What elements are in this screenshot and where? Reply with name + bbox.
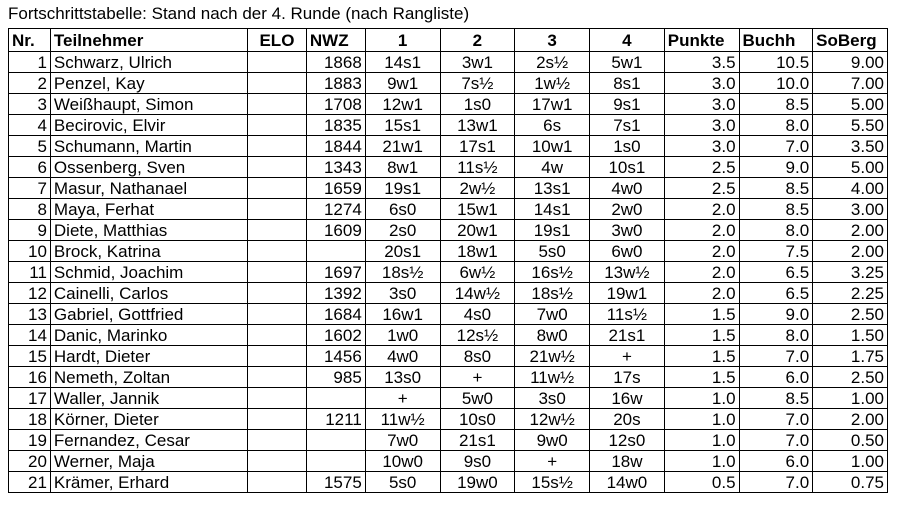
cell-teilnehmer: Nemeth, Zoltan: [50, 367, 247, 388]
cell-round-2: 2w½: [440, 178, 515, 199]
cell-soberg: 2.00: [813, 220, 888, 241]
cell-buchh: 8.0: [739, 220, 813, 241]
cell-elo: [248, 136, 307, 157]
cell-nwz: 1392: [306, 283, 365, 304]
cell-round-2: 8s0: [440, 346, 515, 367]
cell-teilnehmer: Danic, Marinko: [50, 325, 247, 346]
cell-round-1: 10w0: [365, 451, 440, 472]
table-row: [9, 346, 888, 367]
cell-round-2: 19w0: [440, 472, 515, 493]
cell-round-1: 4w0: [365, 346, 440, 367]
table-row: [9, 178, 888, 199]
cell-punkte: 3.0: [664, 73, 739, 94]
header-teilnehmer: Teilnehmer: [50, 29, 247, 52]
cell-nwz: 1868: [306, 52, 365, 73]
cell-round-4: 7s1: [590, 115, 665, 136]
cell-round-3: 16s½: [515, 262, 590, 283]
cell-round-1: 19s1: [365, 178, 440, 199]
cell-nwz: 1274: [306, 199, 365, 220]
cell-soberg: 7.00: [813, 73, 888, 94]
cell-punkte: 3.0: [664, 94, 739, 115]
cell-round-4: 16w: [590, 388, 665, 409]
table-row: [9, 388, 888, 409]
cell-round-3: 7w0: [515, 304, 590, 325]
cell-buchh: 7.0: [739, 136, 813, 157]
header-round-1: 1: [365, 29, 440, 52]
cell-round-4: 5w1: [590, 52, 665, 73]
cell-round-2: 7s½: [440, 73, 515, 94]
cell-round-3: 5s0: [515, 241, 590, 262]
cell-buchh: 8.5: [739, 94, 813, 115]
cell-teilnehmer: Fernandez, Cesar: [50, 430, 247, 451]
cell-teilnehmer: Weißhaupt, Simon: [50, 94, 247, 115]
cell-punkte: 3.0: [664, 115, 739, 136]
header-punkte: Punkte: [664, 29, 739, 52]
cell-elo: [248, 388, 307, 409]
cell-round-4: 19w1: [590, 283, 665, 304]
table-row: [9, 367, 888, 388]
table-row: [9, 283, 888, 304]
cell-buchh: 8.0: [739, 325, 813, 346]
cell-round-4: 4w0: [590, 178, 665, 199]
cell-round-2: 5w0: [440, 388, 515, 409]
cell-round-1: 20s1: [365, 241, 440, 262]
cell-round-3: 9w0: [515, 430, 590, 451]
cell-elo: [248, 451, 307, 472]
cell-buchh: 7.0: [739, 409, 813, 430]
cell-round-1: 12w1: [365, 94, 440, 115]
cell-nr: 10: [9, 241, 51, 262]
header-round-2: 2: [440, 29, 515, 52]
cell-punkte: 2.5: [664, 178, 739, 199]
table-row: [9, 220, 888, 241]
cell-round-3: 13s1: [515, 178, 590, 199]
cell-round-4: 14w0: [590, 472, 665, 493]
cell-round-4: 8s1: [590, 73, 665, 94]
cell-soberg: 2.00: [813, 409, 888, 430]
cell-buchh: 7.5: [739, 241, 813, 262]
table-row: [9, 199, 888, 220]
cell-elo: [248, 367, 307, 388]
cell-nwz: [306, 430, 365, 451]
cell-elo: [248, 430, 307, 451]
cell-round-2: 11s½: [440, 157, 515, 178]
cell-round-3: 2s½: [515, 52, 590, 73]
cell-soberg: 2.50: [813, 304, 888, 325]
cell-round-1: 7w0: [365, 430, 440, 451]
cell-round-2: 13w1: [440, 115, 515, 136]
table-body: [9, 52, 888, 493]
cell-buchh: 9.0: [739, 157, 813, 178]
cell-teilnehmer: Krämer, Erhard: [50, 472, 247, 493]
cell-punkte: 2.0: [664, 241, 739, 262]
cell-nwz: 1602: [306, 325, 365, 346]
table-row: [9, 451, 888, 472]
cell-round-3: 8w0: [515, 325, 590, 346]
cell-buchh: 6.0: [739, 451, 813, 472]
cell-nr: 17: [9, 388, 51, 409]
cell-soberg: 1.50: [813, 325, 888, 346]
cell-punkte: 1.0: [664, 451, 739, 472]
cell-teilnehmer: Diete, Matthias: [50, 220, 247, 241]
table-row: [9, 430, 888, 451]
cell-round-1: 2s0: [365, 220, 440, 241]
cell-nwz: 1697: [306, 262, 365, 283]
cell-punkte: 1.5: [664, 367, 739, 388]
cell-nwz: 1456: [306, 346, 365, 367]
cell-elo: [248, 304, 307, 325]
cell-nr: 13: [9, 304, 51, 325]
standings-table: [8, 28, 888, 493]
cell-buchh: 6.5: [739, 283, 813, 304]
cell-nwz: [306, 241, 365, 262]
cell-round-3: 4w: [515, 157, 590, 178]
cell-round-3: +: [515, 451, 590, 472]
cell-round-1: 5s0: [365, 472, 440, 493]
cell-elo: [248, 73, 307, 94]
cell-nr: 3: [9, 94, 51, 115]
table-row: [9, 241, 888, 262]
header-row: [9, 29, 888, 52]
cell-nr: 18: [9, 409, 51, 430]
cell-punkte: 3.5: [664, 52, 739, 73]
cell-round-4: 21s1: [590, 325, 665, 346]
cell-punkte: 0.5: [664, 472, 739, 493]
cell-round-1: 8w1: [365, 157, 440, 178]
cell-teilnehmer: Maya, Ferhat: [50, 199, 247, 220]
cell-soberg: 5.00: [813, 157, 888, 178]
cell-round-2: 15w1: [440, 199, 515, 220]
cell-round-3: 10w1: [515, 136, 590, 157]
cell-round-1: 18s½: [365, 262, 440, 283]
cell-punkte: 1.5: [664, 325, 739, 346]
cell-nwz: 1659: [306, 178, 365, 199]
cell-buchh: 7.0: [739, 472, 813, 493]
cell-buchh: 9.0: [739, 304, 813, 325]
cell-nwz: 1211: [306, 409, 365, 430]
cell-punkte: 2.0: [664, 199, 739, 220]
cell-teilnehmer: Werner, Maja: [50, 451, 247, 472]
cell-nr: 9: [9, 220, 51, 241]
cell-nr: 5: [9, 136, 51, 157]
cell-buchh: 10.5: [739, 52, 813, 73]
cell-round-1: 1w0: [365, 325, 440, 346]
cell-punkte: 1.5: [664, 346, 739, 367]
cell-buchh: 6.5: [739, 262, 813, 283]
cell-nr: 7: [9, 178, 51, 199]
cell-teilnehmer: Körner, Dieter: [50, 409, 247, 430]
cell-elo: [248, 346, 307, 367]
cell-round-3: 12w½: [515, 409, 590, 430]
cell-round-4: 6w0: [590, 241, 665, 262]
cell-round-4: 20s: [590, 409, 665, 430]
cell-soberg: 5.50: [813, 115, 888, 136]
cell-round-1: 13s0: [365, 367, 440, 388]
cell-soberg: 2.25: [813, 283, 888, 304]
table-row: [9, 73, 888, 94]
cell-teilnehmer: Becirovic, Elvir: [50, 115, 247, 136]
header-round-3: 3: [515, 29, 590, 52]
cell-round-4: 2w0: [590, 199, 665, 220]
cell-nr: 15: [9, 346, 51, 367]
cell-round-2: 21s1: [440, 430, 515, 451]
cell-round-2: 14w½: [440, 283, 515, 304]
cell-nr: 6: [9, 157, 51, 178]
cell-elo: [248, 262, 307, 283]
cell-buchh: 8.5: [739, 388, 813, 409]
cell-round-3: 14s1: [515, 199, 590, 220]
cell-teilnehmer: Waller, Jannik: [50, 388, 247, 409]
cell-nwz: [306, 388, 365, 409]
cell-nwz: [306, 451, 365, 472]
cell-round-3: 19s1: [515, 220, 590, 241]
table-title: Fortschrittstabelle: Stand nach der 4. Runde (nach Rangliste): [8, 4, 470, 23]
cell-nr: 20: [9, 451, 51, 472]
cell-nwz: 1684: [306, 304, 365, 325]
cell-round-4: 17s: [590, 367, 665, 388]
cell-nr: 16: [9, 367, 51, 388]
cell-round-2: 3w1: [440, 52, 515, 73]
cell-round-1: 6s0: [365, 199, 440, 220]
cell-nwz: 1575: [306, 472, 365, 493]
cell-round-1: 21w1: [365, 136, 440, 157]
cell-buchh: 6.0: [739, 367, 813, 388]
cell-elo: [248, 325, 307, 346]
cell-elo: [248, 472, 307, 493]
cell-elo: [248, 157, 307, 178]
header-round-4: 4: [590, 29, 665, 52]
cell-round-4: 13w½: [590, 262, 665, 283]
cell-elo: [248, 283, 307, 304]
cell-round-4: 9s1: [590, 94, 665, 115]
cell-round-1: 11w½: [365, 409, 440, 430]
cell-round-2: +: [440, 367, 515, 388]
cell-soberg: 2.00: [813, 241, 888, 262]
cell-elo: [248, 199, 307, 220]
cell-nwz: 1343: [306, 157, 365, 178]
table-row: [9, 325, 888, 346]
cell-elo: [248, 115, 307, 136]
cell-soberg: 1.75: [813, 346, 888, 367]
cell-teilnehmer: Schmid, Joachim: [50, 262, 247, 283]
cell-soberg: 2.50: [813, 367, 888, 388]
cell-elo: [248, 52, 307, 73]
cell-teilnehmer: Hardt, Dieter: [50, 346, 247, 367]
cell-nr: 1: [9, 52, 51, 73]
table-row: [9, 262, 888, 283]
cell-teilnehmer: Brock, Katrina: [50, 241, 247, 262]
table-row: [9, 157, 888, 178]
cell-round-2: 6w½: [440, 262, 515, 283]
cell-nr: 12: [9, 283, 51, 304]
header-soberg: SoBerg: [813, 29, 888, 52]
cell-round-3: 15s½: [515, 472, 590, 493]
cell-nr: 19: [9, 430, 51, 451]
cell-teilnehmer: Schwarz, Ulrich: [50, 52, 247, 73]
cell-buchh: 8.5: [739, 178, 813, 199]
cell-soberg: 1.00: [813, 388, 888, 409]
cell-elo: [248, 94, 307, 115]
cell-round-1: 15s1: [365, 115, 440, 136]
cell-round-1: 3s0: [365, 283, 440, 304]
cell-round-2: 12s½: [440, 325, 515, 346]
cell-round-4: 1s0: [590, 136, 665, 157]
cell-soberg: 3.25: [813, 262, 888, 283]
cell-punkte: 1.0: [664, 409, 739, 430]
cell-nr: 11: [9, 262, 51, 283]
cell-round-3: 17w1: [515, 94, 590, 115]
cell-soberg: 3.50: [813, 136, 888, 157]
cell-round-4: 18w: [590, 451, 665, 472]
cell-round-4: 3w0: [590, 220, 665, 241]
cell-round-1: 14s1: [365, 52, 440, 73]
cell-elo: [248, 409, 307, 430]
cell-round-4: +: [590, 346, 665, 367]
cell-round-3: 3s0: [515, 388, 590, 409]
cell-round-3: 18s½: [515, 283, 590, 304]
header-nwz: NWZ: [306, 29, 365, 52]
cell-round-1: 9w1: [365, 73, 440, 94]
cell-soberg: 3.00: [813, 199, 888, 220]
cell-nr: 21: [9, 472, 51, 493]
table-row: [9, 136, 888, 157]
cell-round-2: 18w1: [440, 241, 515, 262]
cell-soberg: 5.00: [813, 94, 888, 115]
table-row: [9, 94, 888, 115]
cell-nwz: 1609: [306, 220, 365, 241]
cell-round-1: 16w1: [365, 304, 440, 325]
cell-soberg: 0.50: [813, 430, 888, 451]
cell-round-2: 10s0: [440, 409, 515, 430]
cell-nr: 8: [9, 199, 51, 220]
cell-nwz: 1883: [306, 73, 365, 94]
cell-round-3: 11w½: [515, 367, 590, 388]
cell-nwz: 1844: [306, 136, 365, 157]
cell-buchh: 7.0: [739, 346, 813, 367]
cell-buchh: 8.5: [739, 199, 813, 220]
cell-elo: [248, 241, 307, 262]
cell-punkte: 3.0: [664, 136, 739, 157]
cell-soberg: 9.00: [813, 52, 888, 73]
table-row: [9, 409, 888, 430]
cell-buchh: 8.0: [739, 115, 813, 136]
cell-round-3: 6s: [515, 115, 590, 136]
cell-teilnehmer: Cainelli, Carlos: [50, 283, 247, 304]
cell-elo: [248, 178, 307, 199]
cell-elo: [248, 220, 307, 241]
cell-round-4: 10s1: [590, 157, 665, 178]
cell-punkte: 2.0: [664, 283, 739, 304]
cell-round-1: +: [365, 388, 440, 409]
cell-nr: 14: [9, 325, 51, 346]
cell-round-2: 1s0: [440, 94, 515, 115]
cell-soberg: 1.00: [813, 451, 888, 472]
cell-soberg: 4.00: [813, 178, 888, 199]
cell-teilnehmer: Ossenberg, Sven: [50, 157, 247, 178]
cell-round-2: 9s0: [440, 451, 515, 472]
cell-punkte: 1.0: [664, 430, 739, 451]
cell-round-4: 12s0: [590, 430, 665, 451]
cell-punkte: 2.5: [664, 157, 739, 178]
cell-nr: 2: [9, 73, 51, 94]
header-elo: ELO: [248, 29, 307, 52]
cell-round-2: 17s1: [440, 136, 515, 157]
cell-punkte: 2.0: [664, 262, 739, 283]
cell-teilnehmer: Schumann, Martin: [50, 136, 247, 157]
table-row: [9, 304, 888, 325]
cell-round-3: 1w½: [515, 73, 590, 94]
cell-buchh: 10.0: [739, 73, 813, 94]
cell-teilnehmer: Masur, Nathanael: [50, 178, 247, 199]
cell-punkte: 1.0: [664, 388, 739, 409]
cell-teilnehmer: Penzel, Kay: [50, 73, 247, 94]
cell-soberg: 0.75: [813, 472, 888, 493]
cell-round-2: 20w1: [440, 220, 515, 241]
cell-nwz: 985: [306, 367, 365, 388]
cell-round-4: 11s½: [590, 304, 665, 325]
cell-teilnehmer: Gabriel, Gottfried: [50, 304, 247, 325]
header-buchh: Buchh: [739, 29, 813, 52]
cell-round-3: 21w½: [515, 346, 590, 367]
table-row: [9, 472, 888, 493]
cell-nr: 4: [9, 115, 51, 136]
table-row: [9, 52, 888, 73]
cell-buchh: 7.0: [739, 430, 813, 451]
cell-nwz: 1708: [306, 94, 365, 115]
cell-nwz: 1835: [306, 115, 365, 136]
cell-punkte: 1.5: [664, 304, 739, 325]
header-nr: Nr.: [9, 29, 51, 52]
cell-punkte: 2.0: [664, 220, 739, 241]
table-row: [9, 115, 888, 136]
cell-round-2: 4s0: [440, 304, 515, 325]
